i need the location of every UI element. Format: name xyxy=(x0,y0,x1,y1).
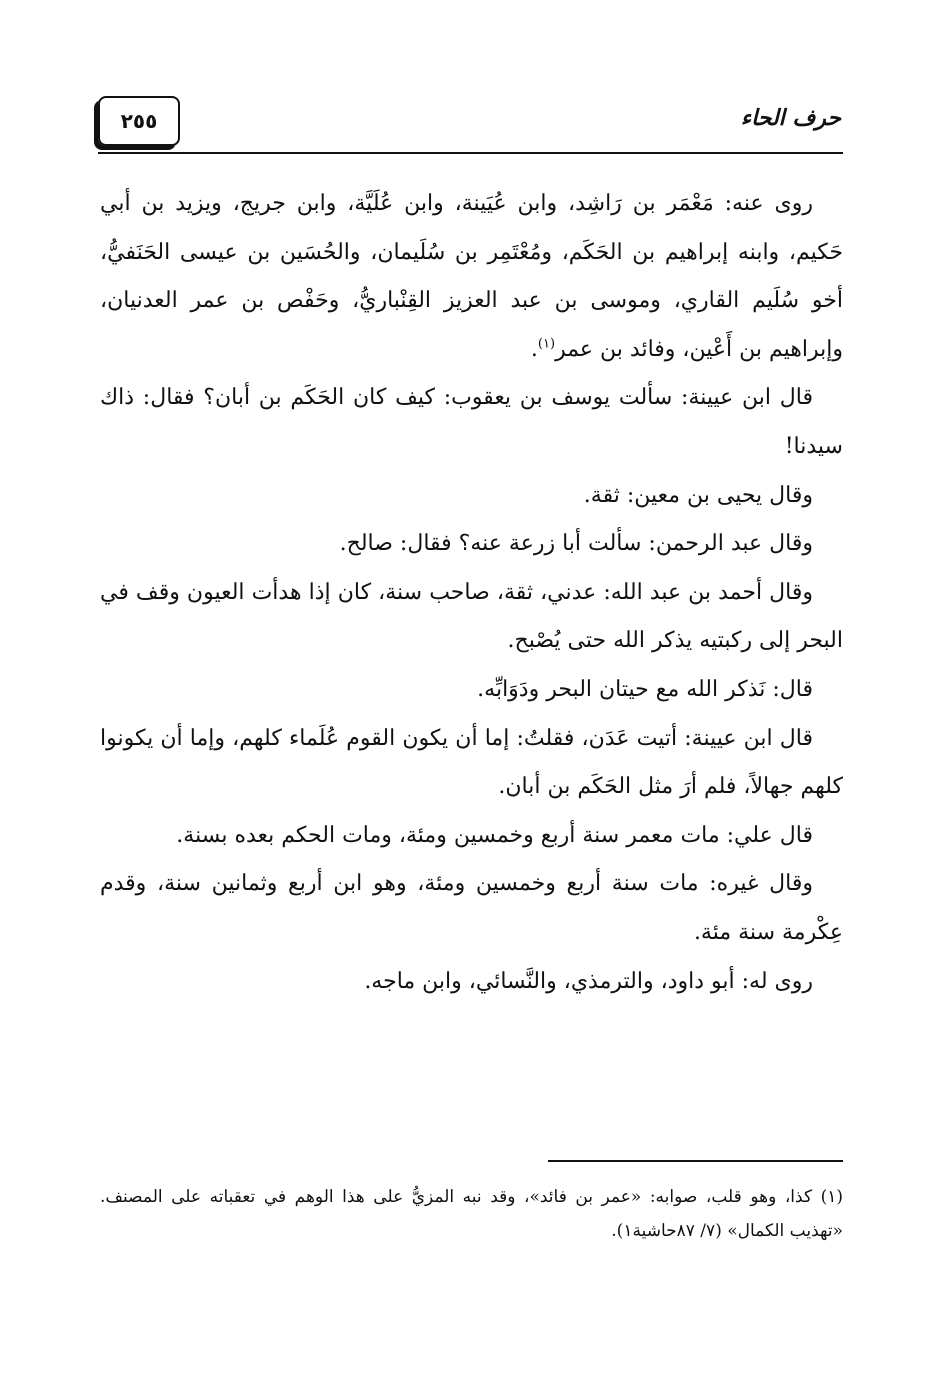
paragraph-dhikr: قال: نَذكر الله مع حيتان البحر ودَوَابِّه. xyxy=(477,676,813,702)
footnote-1: (١) كذا، وهو قلب، صوابه: «عمر بن فائد»، وقد نبه المزيُّ على هذا الوهم في تعقباته على المصنف. «تهذيب الكمال» (٧/ ٨٧حاشية١). xyxy=(100,1187,843,1241)
footnotes xyxy=(100,1180,843,1248)
paragraph-ali-death-date: قال علي: مات معمر سنة أربع وخمسين ومئة، ومات الحكم بعده بسنة. xyxy=(176,822,813,848)
page-number: ٢٥٥ xyxy=(98,96,180,146)
page-header xyxy=(98,96,843,158)
paragraph-narrated-by: روى له: أبو داود، والترمذي، والنَّسائي، وابن ماجه. xyxy=(364,968,813,994)
footnote-divider xyxy=(548,1160,843,1162)
paragraph-ibn-uyayna-quote: قال ابن عيينة: سألت يوسف بن يعقوب: كيف كان الحَكَم بن أبان؟ فقال: ذاك سيدنا! xyxy=(100,385,843,459)
paragraph-aden: قال ابن عيينة: أتيت عَدَن، فقلتُ: إما أن يكون القوم عُلَماء كلهم، وإما أن يكونوا كلهم جهالاً، فلم أرَ مثل الحَكَم بن أبان. xyxy=(100,725,843,800)
paragraph-narrators xyxy=(100,180,843,374)
paragraph-text: روى عنه: مَعْمَر بن رَاشِد، وابن عُيَينة، وابن عُلَيَّة، وابن جريج، ويزيد بن أبي حَكيم، وابنه إبراهيم بن الحَكَم، ومُعْتَمِر بن سُلَيمان، والحُسَين بن عيسى الحَنَفيُّ، أخو سُلَيم القاري، وموسى بن عبد العزيز القِنْباريُّ، وحَفْص بن عمر العدنيان، وإبراهيم بن أَعْين، وفائد بن عمر xyxy=(100,191,843,362)
paragraph-abd-al-rahman: وقال عبد الرحمن: سألت أبا زرعة عنه؟ فقال: صالح. xyxy=(339,531,813,557)
paragraph-yahya-ibn-main: وقال يحيى بن معين: ثقة. xyxy=(583,482,813,508)
paragraph-ahmad-ibn-abd-allah: وقال أحمد بن عبد الله: عدني، ثقة، صاحب سنة، كان إذا هدأت العيون وقف في البحر إلى ركبتيه يذكر الله حتى يُصْبح. xyxy=(100,579,843,654)
footnote-reference: (١) xyxy=(537,336,556,352)
running-title: حرف الحاء xyxy=(740,106,841,131)
paragraph-end-mark: . xyxy=(530,336,538,362)
paragraph-other-death-date: وقال غيره: مات سنة أربع وخمسين ومئة، وهو ابن أربع وثمانين سنة، وقدم عِكْرمة سنة مئة. xyxy=(100,871,843,945)
header-divider xyxy=(98,152,843,154)
main-text xyxy=(100,180,843,1006)
